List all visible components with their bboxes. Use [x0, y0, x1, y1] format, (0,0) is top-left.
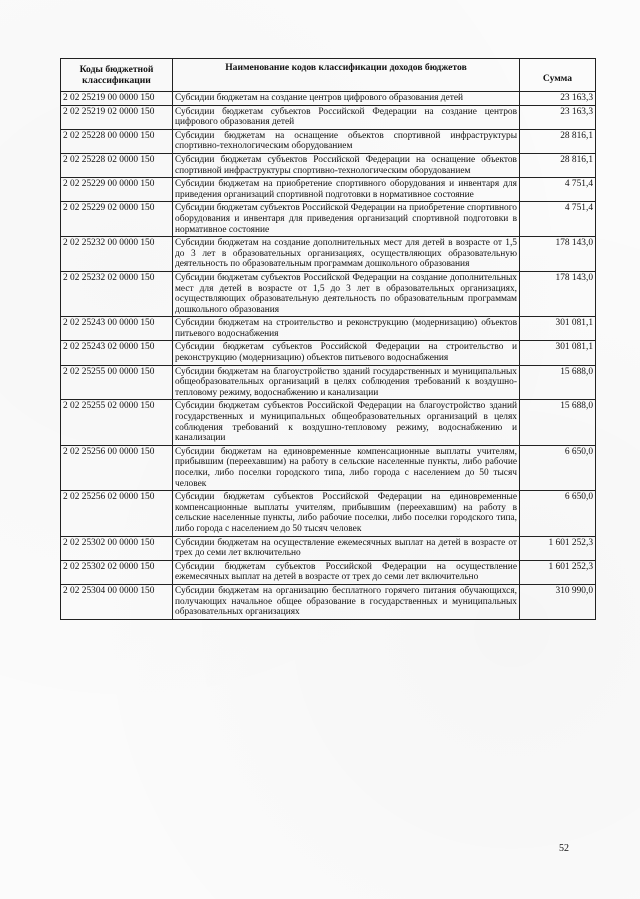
- header-sum: Сумма: [520, 59, 596, 92]
- table-row: [61, 202, 596, 237]
- row-sum: 301 081,1: [520, 341, 596, 365]
- row-sum: 301 081,1: [520, 317, 596, 341]
- row-name: Субсидии бюджетам субъектов Российской Федерации на оснащение объектов спортивной инфраструктуры спортивно-технологическим оборудованием: [173, 153, 520, 177]
- row-sum: 1 601 252,3: [520, 560, 596, 584]
- table-row: [61, 129, 596, 153]
- row-code: 2 02 25302 02 0000 150: [61, 560, 173, 584]
- row-code: 2 02 25229 02 0000 150: [61, 202, 173, 237]
- table-row: [61, 271, 596, 316]
- row-name: Субсидии бюджетам субъектов Российской Федерации на осуществление ежемесячных выплат на детей в возрасте от трех до семи лет включительно: [173, 560, 520, 584]
- table-row: [61, 400, 596, 445]
- row-code: 2 02 25255 00 0000 150: [61, 365, 173, 400]
- row-sum: 1 601 252,3: [520, 536, 596, 560]
- row-code: 2 02 25243 00 0000 150: [61, 317, 173, 341]
- row-name: Субсидии бюджетам на создание дополнительных мест для детей в возрасте от 1,5 до 3 лет в образовательных организациях, осуществляющих образовательную деятельность по образовательным программам дошкольного образования: [173, 237, 520, 272]
- row-sum: 310 990,0: [520, 584, 596, 619]
- header-code: Коды бюджетной классификации: [61, 59, 173, 92]
- table-row: [61, 560, 596, 584]
- row-name: Субсидии бюджетам субъектов Российской Федерации на создание дополнительных мест для детей в возрасте от 1,5 до 3 лет в образовательных организациях, осуществляющих образовательную деятельность по образовательным программам дошкольного образования: [173, 271, 520, 316]
- row-name: Субсидии бюджетам на организацию бесплатного горячего питания обучающихся, получающих начальное общее образование в государственных и муниципальных образовательных организациях: [173, 584, 520, 619]
- row-code: 2 02 25232 02 0000 150: [61, 271, 173, 316]
- table-row: [61, 584, 596, 619]
- row-code: 2 02 25219 02 0000 150: [61, 105, 173, 129]
- row-code: 2 02 25228 02 0000 150: [61, 153, 173, 177]
- row-sum: 4 751,4: [520, 178, 596, 202]
- row-code: 2 02 25255 02 0000 150: [61, 400, 173, 445]
- table-row: [61, 237, 596, 272]
- row-name: Субсидии бюджетам на приобретение спортивного оборудования и инвентаря для приведения организаций спортивной подготовки в нормативное состояние: [173, 178, 520, 202]
- row-name: Субсидии бюджетам на благоустройство зданий государственных и муниципальных общеобразовательных организаций в целях соблюдения требований к воздушно-тепловому режиму, водоснабжению и канализации: [173, 365, 520, 400]
- row-sum: 23 163,3: [520, 105, 596, 129]
- table-row: [61, 105, 596, 129]
- row-name: Субсидии бюджетам на оснащение объектов спортивной инфраструктуры спортивно-технологическим оборудованием: [173, 129, 520, 153]
- table-row: [61, 153, 596, 177]
- row-code: 2 02 25219 00 0000 150: [61, 92, 173, 106]
- row-sum: 178 143,0: [520, 237, 596, 272]
- row-sum: 6 650,0: [520, 491, 596, 536]
- row-name: Субсидии бюджетам на единовременные компенсационные выплаты учителям, прибывшим (переехавшим) на работу в сельские населенные пункты, либо рабочие поселки, либо поселки городского типа, либо города с населением до 50 тысяч человек: [173, 445, 520, 490]
- table-row: [61, 365, 596, 400]
- row-code: 2 02 25229 00 0000 150: [61, 178, 173, 202]
- row-code: 2 02 25304 00 0000 150: [61, 584, 173, 619]
- row-sum: 15 688,0: [520, 365, 596, 400]
- row-code: 2 02 25256 00 0000 150: [61, 445, 173, 490]
- table-row: [61, 445, 596, 490]
- header-name: Наименование кодов классификации доходов бюджетов: [173, 59, 520, 92]
- row-code: 2 02 25302 00 0000 150: [61, 536, 173, 560]
- row-code: 2 02 25256 02 0000 150: [61, 491, 173, 536]
- table-row: [61, 536, 596, 560]
- row-name: Субсидии бюджетам на создание центров цифрового образования детей: [173, 92, 520, 106]
- row-code: 2 02 25243 02 0000 150: [61, 341, 173, 365]
- row-sum: 28 816,1: [520, 153, 596, 177]
- row-sum: 15 688,0: [520, 400, 596, 445]
- row-name: Субсидии бюджетам субъектов Российской Федерации на благоустройство зданий государственных и муниципальных общеобразовательных организаций в целях соблюдения требований к воздушно-тепловому режиму, водоснабжению и канализации: [173, 400, 520, 445]
- table-row: [61, 341, 596, 365]
- row-name: Субсидии бюджетам на строительство и реконструкцию (модернизацию) объектов питьевого водоснабжения: [173, 317, 520, 341]
- page-number: 52: [559, 843, 569, 854]
- row-code: 2 02 25228 00 0000 150: [61, 129, 173, 153]
- budget-income-table: [60, 58, 596, 620]
- row-sum: 6 650,0: [520, 445, 596, 490]
- row-name: Субсидии бюджетам субъектов Российской Федерации на строительство и реконструкцию (модернизацию) объектов питьевого водоснабжения: [173, 341, 520, 365]
- row-sum: 178 143,0: [520, 271, 596, 316]
- row-name: Субсидии бюджетам на осуществление ежемесячных выплат на детей в возрасте от трех до семи лет включительно: [173, 536, 520, 560]
- row-name: Субсидии бюджетам субъектов Российской Федерации на создание центров цифрового образования детей: [173, 105, 520, 129]
- table-header-row: [61, 59, 596, 92]
- row-name: Субсидии бюджетам субъектов Российской Федерации на приобретение спортивного оборудования и инвентаря для приведения организаций спортивной подготовки в нормативное состояние: [173, 202, 520, 237]
- row-code: 2 02 25232 00 0000 150: [61, 237, 173, 272]
- row-sum: 4 751,4: [520, 202, 596, 237]
- table-row: [61, 317, 596, 341]
- row-sum: 28 816,1: [520, 129, 596, 153]
- table-row: [61, 92, 596, 106]
- table-row: [61, 491, 596, 536]
- row-sum: 23 163,3: [520, 92, 596, 106]
- table-row: [61, 178, 596, 202]
- row-name: Субсидии бюджетам субъектов Российской Федерации на единовременные компенсационные выплаты учителям, прибывшим (переехавшим) на работу в сельские населенные пункты, либо рабочие поселки, либо поселки городского типа, либо города с населением до 50 тысяч человек: [173, 491, 520, 536]
